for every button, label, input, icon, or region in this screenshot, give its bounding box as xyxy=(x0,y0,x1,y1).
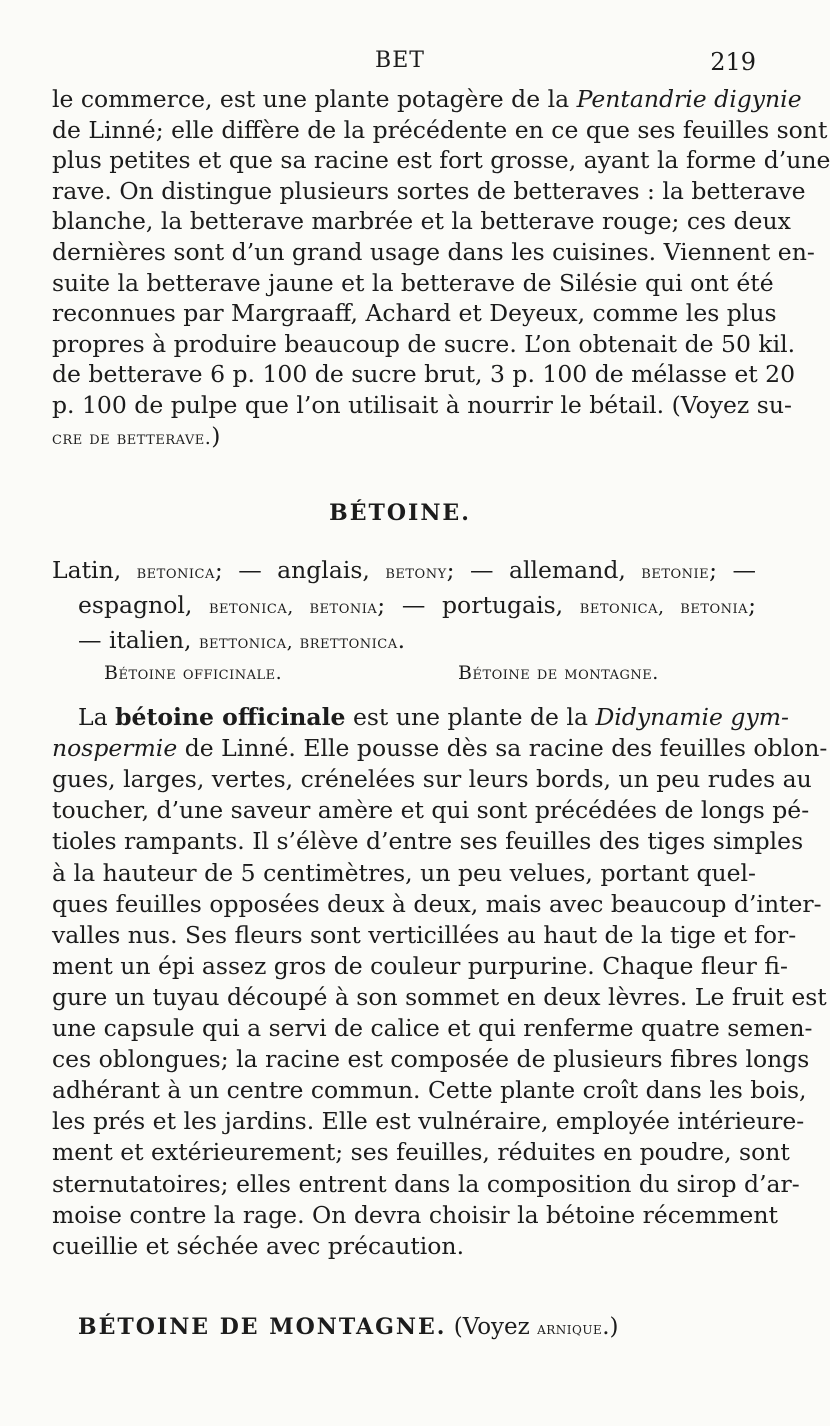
text-run: ; — anglais, xyxy=(214,556,386,584)
text-run: tioles rampants. Il s’élève d’entre ses feuilles des tiges simples xyxy=(52,827,804,856)
italic-term: nospermie xyxy=(52,734,178,763)
variety-officinale: Bétoine officinale. xyxy=(104,662,283,684)
text-line xyxy=(52,795,810,825)
text-line xyxy=(52,889,822,919)
text-line xyxy=(52,206,791,236)
running-head xyxy=(0,48,800,78)
text-run: Latin, xyxy=(52,556,137,584)
text-run: de betterave 6 p. 100 de sucre brut, 3 p. 100 de mélasse et 20 xyxy=(52,360,796,389)
text-line xyxy=(52,826,804,856)
text-run: espagnol, xyxy=(78,591,209,619)
text-run: — italien, xyxy=(78,626,199,654)
text-line xyxy=(52,115,828,145)
text-run: plus petites et que sa racine est fort grosse, ayant la forme d’une xyxy=(52,146,830,175)
text-run: rave. On distingue plusieurs sortes de betteraves : la betterave xyxy=(52,176,806,205)
italic-term: Pentandrie digynie xyxy=(576,85,802,113)
small-caps-term: betony xyxy=(385,561,447,583)
text-line xyxy=(52,329,796,359)
text-line xyxy=(78,702,789,732)
small-caps-term: cre de betterave. xyxy=(52,426,212,449)
text-line xyxy=(52,176,806,206)
text-run: ques feuilles opposées deux à deux, mais avec beaucoup d’inter- xyxy=(52,889,822,918)
names-line xyxy=(78,625,498,655)
see-suffix: .) xyxy=(602,1314,619,1340)
text-run: ment un épi assez gros de couleur purpurine. Chaque fleur fi- xyxy=(52,951,788,980)
text-line xyxy=(52,920,797,950)
page-number: 219 xyxy=(710,48,756,76)
text-line xyxy=(52,145,830,175)
text-line xyxy=(52,268,774,298)
small-caps-term: betonica, betonia xyxy=(209,596,378,618)
text-run: suite la betterave jaune et la betterave de Silésie qui ont été xyxy=(52,268,774,297)
text-run: cueillie et séchée avec précaution. xyxy=(52,1231,465,1260)
entry-term: BÉTOINE DE MONTAGNE. xyxy=(78,1314,447,1340)
text-run: les prés et les jardins. Elle est vulnéraire, employée intérieure- xyxy=(52,1107,805,1136)
text-run: gues, larges, vertes, crénelées sur leurs bords, un peu rudes au xyxy=(52,765,812,794)
text-run: toucher, d’une saveur amère et qui sont précédées de longs pé- xyxy=(52,796,810,825)
text-run: moise contre la rage. On devra choisir la bétoine récemment xyxy=(52,1200,778,1229)
small-caps-term: betonie xyxy=(641,561,710,583)
entry-heading-betoine: BÉTOINE. xyxy=(329,500,471,526)
text-run: ; xyxy=(748,591,756,619)
text-line xyxy=(52,764,812,794)
text-line xyxy=(52,298,777,328)
text-run: ; — portugais, xyxy=(377,591,580,619)
entry-betoine-de-montagne xyxy=(78,1312,758,1344)
text-line xyxy=(52,84,802,114)
text-run: ) xyxy=(211,421,221,450)
text-line xyxy=(52,1137,790,1167)
text-line xyxy=(52,1106,805,1136)
see-prefix: (Voyez xyxy=(453,1314,538,1340)
see-reference: arnique xyxy=(537,1319,603,1339)
running-title: BET xyxy=(375,48,425,73)
text-line xyxy=(52,982,827,1012)
small-caps-term: bettonica, brettonica xyxy=(198,631,398,653)
varieties-row xyxy=(0,662,800,692)
text-line xyxy=(52,1231,756,1261)
text-run: à la hauteur de 5 centimètres, un peu velues, portant quel- xyxy=(52,858,756,887)
text-run: de Linné; elle diffère de la précédente en ce que ses feuilles sont xyxy=(52,115,828,144)
text-line xyxy=(52,858,756,888)
text-run: La xyxy=(78,703,116,731)
text-line xyxy=(52,733,828,763)
text-line xyxy=(52,1075,807,1105)
text-run: une capsule qui a servi de calice et qui renferme quatre semen- xyxy=(52,1014,813,1042)
text-run: est une plante de la xyxy=(345,703,596,731)
text-run: blanche, la betterave marbrée et la betterave rouge; ces deux xyxy=(52,207,791,236)
text-run: le commerce, est une plante potagère de la xyxy=(52,85,577,113)
text-line xyxy=(52,1044,810,1074)
text-run: dernières sont d’un grand usage dans les cuisines. Viennent en- xyxy=(52,238,815,266)
text-line xyxy=(52,359,796,389)
variety-montagne: Bétoine de montagne. xyxy=(458,662,659,684)
text-run: de Linné. Elle pousse dès sa racine des feuilles oblon- xyxy=(177,734,828,763)
text-line xyxy=(52,951,788,981)
small-caps-term: betonica, betonia xyxy=(579,596,749,618)
text-run: p. 100 de pulpe que l’on utilisait à nourrir le bétail. (Voyez su- xyxy=(52,391,792,419)
text-run: reconnues par Margraaff, Achard et Deyeux, comme les plus xyxy=(52,299,777,328)
text-run: . xyxy=(397,626,406,654)
names-line xyxy=(78,590,756,620)
text-line xyxy=(52,1200,778,1230)
text-line xyxy=(52,1013,813,1043)
italic-term: Didynamie gym- xyxy=(595,703,789,731)
text-run: ; — xyxy=(709,556,757,584)
text-run: adhérant à un centre commun. Cette plante croît dans les bois, xyxy=(52,1076,807,1105)
text-line xyxy=(52,1169,800,1199)
text-run: ; — allemand, xyxy=(446,556,642,584)
names-line xyxy=(52,555,756,585)
small-caps-term: betonica xyxy=(136,561,215,583)
text-line xyxy=(52,390,792,420)
text-line xyxy=(52,237,815,267)
text-run: sternutatoires; elles entrent dans la composition du sirop d’ar- xyxy=(52,1169,800,1198)
bold-term: bétoine officinale xyxy=(115,703,346,731)
text-run: gure un tuyau découpé à son sommet en deux lèvres. Le fruit est xyxy=(52,982,827,1011)
text-run: valles nus. Ses fleurs sont verticillées au haut de la tige et for- xyxy=(52,920,797,949)
text-run: ces oblongues; la racine est composée de plusieurs fibres longs xyxy=(52,1045,810,1074)
text-line xyxy=(52,421,756,451)
text-run: propres à produire beaucoup de sucre. L’on obtenait de 50 kil. xyxy=(52,329,796,358)
text-run: ment et extérieurement; ses feuilles, réduites en poudre, sont xyxy=(52,1138,790,1167)
